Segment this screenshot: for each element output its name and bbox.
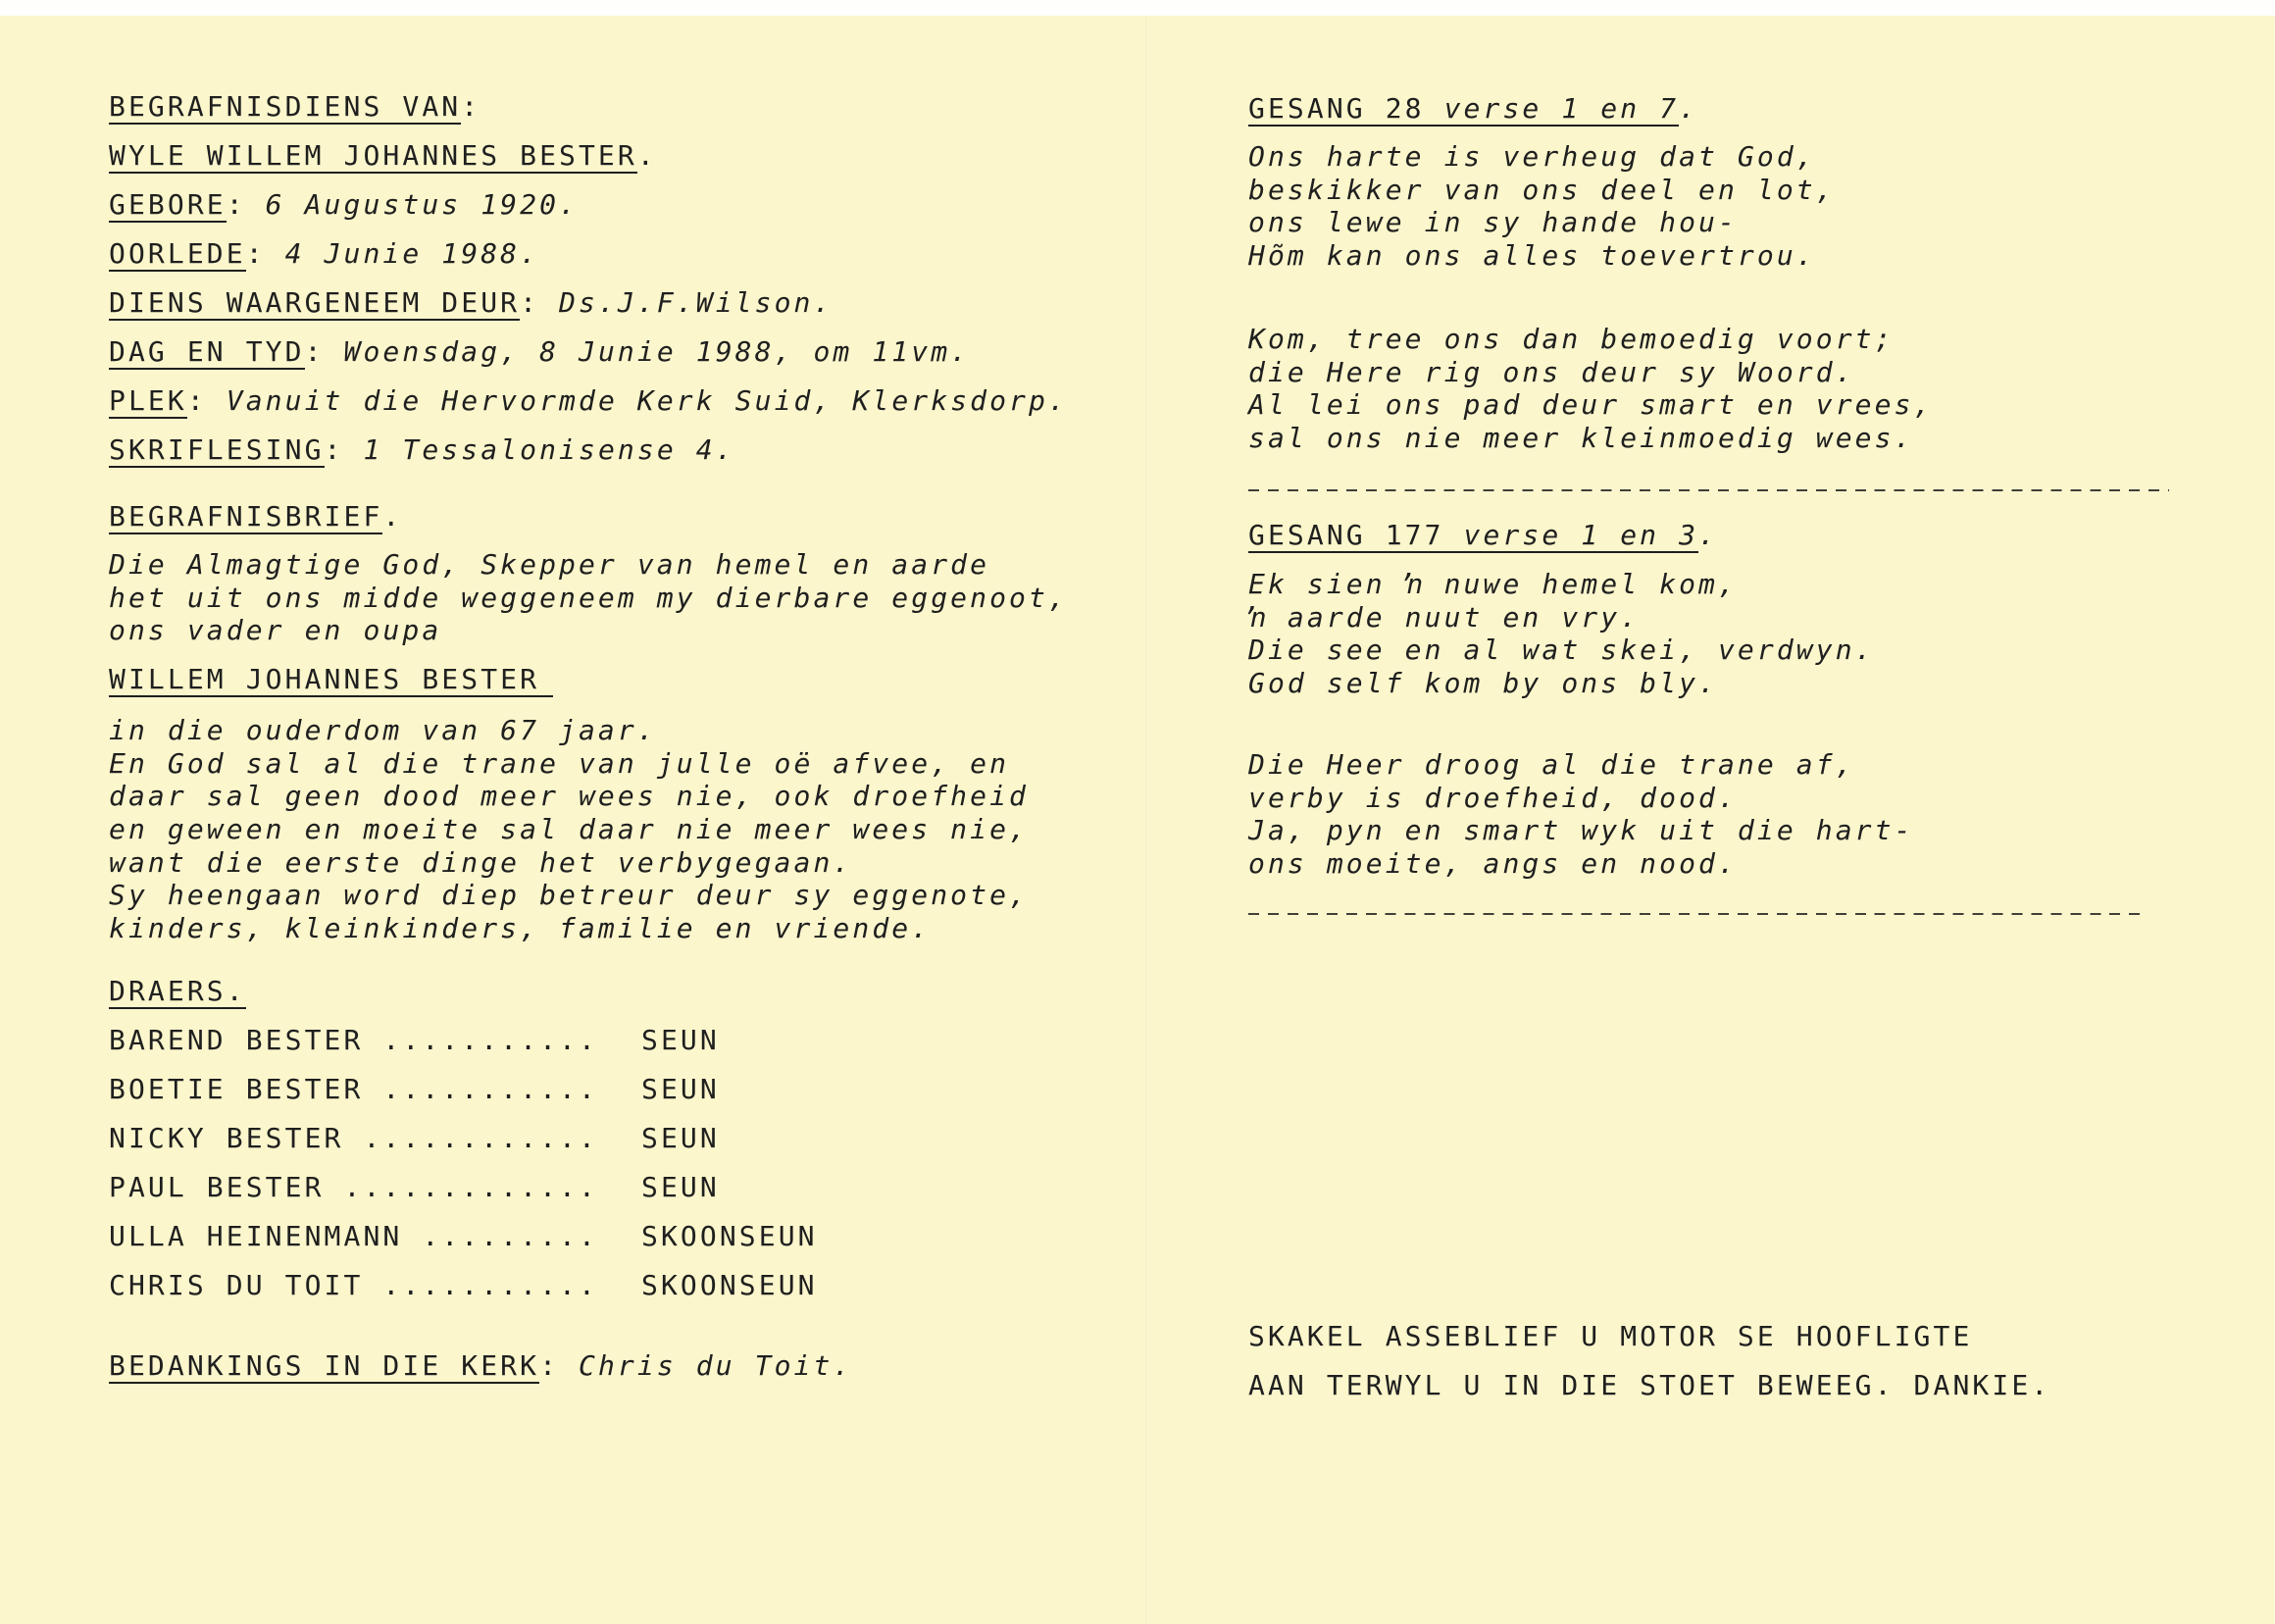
- bearer-name: PAUL BESTER: [109, 1171, 325, 1203]
- bearer-name: BOETIE BESTER: [109, 1073, 364, 1105]
- dashed-divider: [1248, 489, 2169, 491]
- detail-colon: :: [520, 286, 540, 319]
- scan-top-margin: [0, 0, 2275, 16]
- bearer-name: BAREND BESTER: [109, 1024, 364, 1056]
- detail-place: [109, 384, 1068, 433]
- detail-date-time: [109, 335, 1068, 384]
- detail-value: 4 Junie 1988.: [284, 237, 540, 270]
- detail-label: SKRIFLESING: [109, 433, 325, 466]
- hymn2-stanza-2: [1248, 748, 1914, 881]
- hymn-line: Al lei ons pad deur smart en vrees,: [1248, 388, 1934, 422]
- hymn-line: beskikker van ons deel en lot,: [1248, 173, 1836, 206]
- letter-line: kinders, kleinkinders, familie en vriende.: [109, 912, 932, 945]
- detail-value: Woensdag, 8 Junie 1988, om 11vm.: [343, 335, 971, 368]
- bearer-row: [109, 1073, 991, 1122]
- bearers-list: [109, 1024, 991, 1318]
- hymn2-heading: [1248, 519, 1718, 551]
- deceased-name: [109, 139, 1068, 188]
- hymn-line: ons moeite, angs en nood.: [1248, 847, 1738, 881]
- letter-line: En God sal al die trane van julle oë afvee, en: [109, 746, 1010, 780]
- detail-label: PLEK: [109, 384, 187, 417]
- bearer-row: [109, 1220, 991, 1269]
- letter-line: ons vader en oupa: [109, 614, 442, 647]
- hymn-line: die Here rig ons deur sy Woord.: [1248, 355, 1855, 388]
- detail-value: Vanuit die Hervormde Kerk Suid, Klerksdorp.: [226, 384, 1068, 417]
- bearers-heading: [109, 975, 246, 1007]
- bearer-leader: .............: [343, 1171, 598, 1203]
- hymn1-stanza-2: [1248, 323, 1934, 455]
- detail-died: [109, 237, 1068, 286]
- funeral-letter-name: [109, 663, 553, 695]
- hymn-line: Die Heer droog al die trane af,: [1248, 748, 1855, 781]
- hymn-line: ŉ aarde nuut en vry.: [1248, 600, 1641, 634]
- hymn2-stanza-1: [1248, 568, 1875, 700]
- bearer-role: SKOONSEUN: [641, 1269, 818, 1301]
- hymn-line: sal ons nie meer kleinmoedig wees.: [1248, 422, 1914, 455]
- detail-officiant: [109, 286, 1068, 335]
- hymn2-heading-underline: [1248, 519, 1698, 553]
- bearer-row: [109, 1171, 991, 1220]
- funeral-letter-heading: [109, 500, 402, 533]
- detail-born: [109, 188, 1068, 237]
- detail-value: Ds.J.F.Wilson.: [559, 286, 834, 319]
- funeral-letter-body: [109, 714, 1029, 945]
- bearer-leader: ............: [363, 1122, 598, 1154]
- detail-label: DAG EN TYD: [109, 335, 305, 368]
- bearer-name: NICKY BESTER: [109, 1122, 344, 1154]
- dashed-divider: [1248, 913, 2148, 915]
- hymn-line: Hõm kan ons alles toevertrou.: [1248, 239, 1816, 273]
- bearer-name: ULLA HEINENMANN: [109, 1220, 403, 1252]
- detail-value: 1 Tessalonisense 4.: [363, 433, 735, 466]
- detail-colon: :: [304, 335, 325, 368]
- hymn1-heading-underline: [1248, 92, 1679, 127]
- bearer-leader: ...........: [382, 1024, 598, 1056]
- notice-line: AAN TERWYL U IN DIE STOET BEWEEG. DANKIE.: [1248, 1369, 2051, 1401]
- bearer-row: [109, 1122, 991, 1171]
- detail-label: DIENS WAARGENEEM DEUR: [109, 286, 521, 319]
- bearer-leader: .........: [422, 1220, 598, 1252]
- letter-line: Die Almagtige God, Skepper van hemel en aarde: [109, 548, 990, 581]
- notice-line: SKAKEL ASSEBLIEF U MOTOR SE HOOFLIGTE: [1248, 1320, 1973, 1352]
- bearer-leader: ...........: [382, 1269, 598, 1301]
- bearer-row: [109, 1024, 991, 1073]
- hymn1-number: GESANG 28: [1248, 92, 1425, 125]
- thanks-label: BEDANKINGS IN DIE KERK: [109, 1349, 540, 1382]
- hymn2-heading-tail: .: [1698, 519, 1718, 551]
- thanks-value: Chris du Toit.: [579, 1349, 853, 1382]
- service-heading: [109, 90, 1068, 139]
- thanks-colon: :: [539, 1349, 560, 1382]
- detail-colon: :: [245, 237, 266, 270]
- funeral-letter-heading-label: BEGRAFNISBRIEF: [109, 500, 383, 533]
- detail-colon: :: [324, 433, 344, 466]
- hymn-line: Die see en al wat skei, verdwyn.: [1248, 634, 1875, 667]
- bearer-name: CHRIS DU TOIT: [109, 1269, 364, 1301]
- service-heading-tail: :: [461, 90, 481, 123]
- page-fold-line: [1145, 16, 1146, 1624]
- funeral-letter-name-text: WILLEM JOHANNES BESTER: [109, 663, 553, 697]
- deceased-name-label: WYLE WILLEM JOHANNES BESTER: [109, 139, 637, 172]
- hymn1-heading: [1248, 92, 1698, 125]
- hymn-line: Ek sien ŉ nuwe hemel kom,: [1248, 568, 1738, 600]
- bearer-role: SKOONSEUN: [641, 1220, 818, 1252]
- headlights-notice: [1248, 1320, 2050, 1418]
- letter-line: Sy heengaan word diep betreur deur sy eggenote,: [109, 879, 1029, 912]
- thanks-line: [109, 1349, 852, 1382]
- detail-label: GEBORE: [109, 188, 227, 221]
- hymn-line: Ons harte is verheug dat God,: [1248, 140, 1816, 173]
- bearer-row: [109, 1269, 991, 1318]
- hymn-line: Ja, pyn en smart wyk uit die hart-: [1248, 814, 1914, 847]
- hymn-line: verby is droefheid, dood.: [1248, 781, 1738, 814]
- hymn1-heading-tail: .: [1679, 92, 1699, 125]
- service-details: [109, 90, 1068, 482]
- funeral-letter-intro: [109, 548, 1068, 647]
- deceased-name-tail: .: [636, 139, 657, 172]
- letter-line: in die ouderdom van 67 jaar.: [109, 714, 657, 746]
- detail-scripture: [109, 433, 1068, 482]
- bearers-heading-text: DRAERS.: [109, 975, 246, 1007]
- hymn-line: ons lewe in sy hande hou-: [1248, 206, 1738, 239]
- bearer-leader: ...........: [382, 1073, 598, 1105]
- hymn2-number: GESANG 177: [1248, 519, 1444, 551]
- bearer-role: SEUN: [641, 1073, 720, 1105]
- hymn2-verses: verse 1 en 3: [1463, 519, 1699, 551]
- letter-line: en geween en moeite sal daar nie meer wees nie,: [109, 813, 1029, 846]
- detail-label: OORLEDE: [109, 237, 246, 270]
- funeral-letter-heading-tail: .: [382, 500, 403, 533]
- hymn1-verses: verse 1 en 7: [1443, 92, 1680, 125]
- letter-line: daar sal geen dood meer wees nie, ook droefheid: [109, 780, 1029, 813]
- hymn1-stanza-1: [1248, 140, 1836, 273]
- detail-value: 6 Augustus 1920.: [265, 188, 579, 221]
- bearer-role: SEUN: [641, 1024, 720, 1056]
- letter-line: het uit ons midde weggeneem my dierbare eggenoot,: [109, 581, 1068, 614]
- bearer-role: SEUN: [641, 1171, 720, 1203]
- hymn-line: God self kom by ons bly.: [1248, 667, 1718, 700]
- service-heading-label: BEGRAFNISDIENS VAN: [109, 90, 462, 123]
- letter-line: want die eerste dinge het verbygegaan.: [109, 845, 853, 879]
- bearer-role: SEUN: [641, 1122, 720, 1154]
- hymn-line: Kom, tree ons dan bemoedig voort;: [1248, 323, 1895, 355]
- detail-colon: :: [186, 384, 207, 417]
- detail-colon: :: [226, 188, 246, 221]
